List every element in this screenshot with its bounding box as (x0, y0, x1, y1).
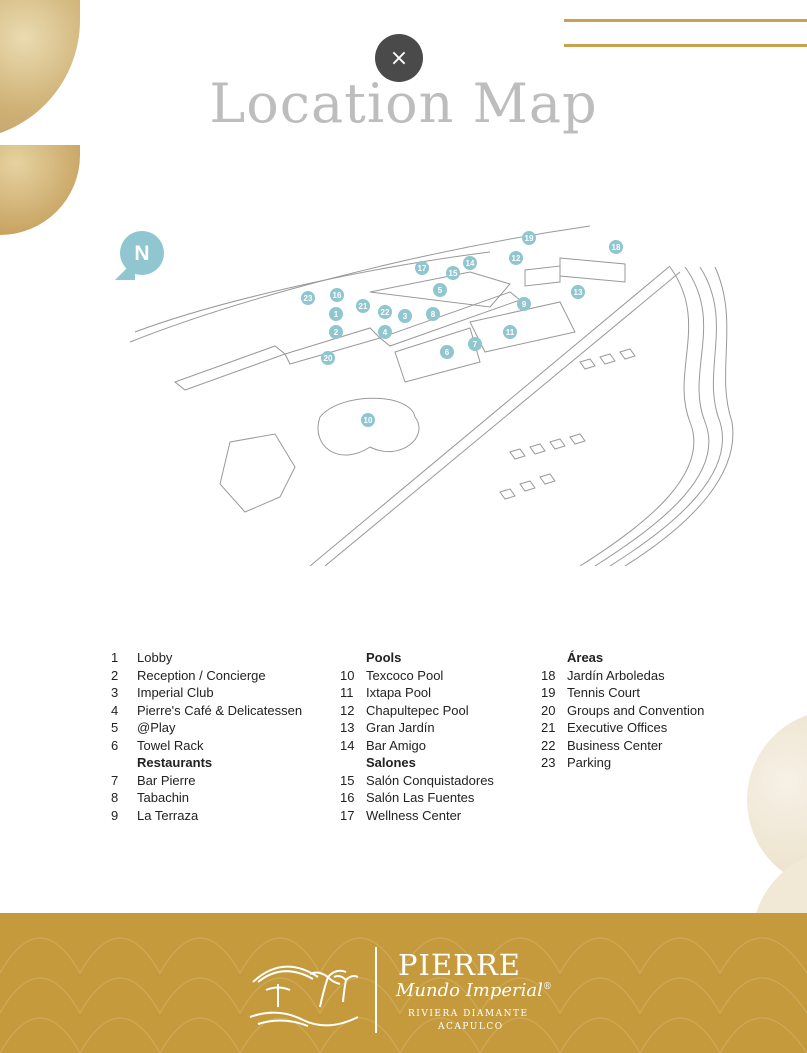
svg-text:8: 8 (430, 310, 436, 319)
palapa-palm-logo-icon (248, 952, 368, 1032)
legend-item: 21 Executive Offices (541, 720, 668, 735)
svg-text:14: 14 (465, 259, 475, 268)
legend-item: 2 Reception / Concierge (111, 667, 266, 683)
legend-item: 22 Business Center (541, 737, 663, 753)
map-marker (426, 307, 440, 321)
legend-item: 12 Chapultepec Pool (340, 702, 469, 718)
svg-text:3: 3 (402, 312, 408, 321)
legend-column-3 (541, 649, 704, 772)
map-marker (321, 351, 335, 365)
legend-column-2 (340, 649, 494, 824)
map-marker (415, 261, 429, 275)
brand-divider (375, 947, 377, 1033)
svg-text:19: 19 (524, 234, 534, 243)
close-icon: × (389, 45, 409, 71)
map-marker (361, 413, 375, 427)
legend-item: 18 Jardín Arboledas (541, 667, 665, 683)
page-title: Location Map (209, 72, 598, 135)
legend-item: 11 Ixtapa Pool (340, 685, 432, 700)
svg-text:17: 17 (417, 264, 427, 273)
map-marker (330, 288, 344, 302)
map-marker (329, 307, 343, 321)
compass-icon (115, 231, 164, 280)
svg-text:22: 22 (380, 308, 390, 317)
svg-text:20: 20 (323, 354, 333, 363)
legend-item: 17 Wellness Center (340, 807, 462, 823)
svg-text:15: 15 (448, 269, 458, 278)
legend-column-1 (111, 649, 302, 824)
legend-heading: Áreas (567, 650, 604, 665)
brand-city: ACAPULCO (438, 1022, 504, 1032)
svg-text:23: 23 (303, 294, 313, 303)
legend-heading: Salones (366, 755, 416, 770)
svg-text:9: 9 (521, 300, 527, 309)
map-marker (329, 325, 343, 339)
svg-text:18: 18 (611, 243, 621, 252)
legend-item: 16 Salón Las Fuentes (340, 790, 475, 805)
legend-item: 19 Tennis Court (541, 685, 640, 700)
map-marker (463, 256, 477, 270)
legend-item: 15 Salón Conquistadores (340, 772, 494, 788)
svg-text:4: 4 (382, 328, 388, 337)
svg-text:21: 21 (358, 302, 368, 311)
legend-item: 1 Lobby (111, 650, 173, 665)
map-marker (446, 266, 460, 280)
legend-item: 6 Towel Rack (111, 737, 204, 753)
brand-subtitle: Mundo Imperial® (396, 980, 552, 1001)
svg-text:10: 10 (363, 416, 373, 425)
map-marker (378, 305, 392, 319)
map-marker (503, 325, 517, 339)
map-marker (356, 299, 370, 313)
gold-decoration-left (0, 145, 80, 235)
legend-item: 20 Groups and Convention (541, 702, 705, 718)
legend-item: 14 Bar Amigo (340, 737, 426, 753)
svg-text:5: 5 (437, 286, 443, 295)
map-marker (468, 337, 482, 351)
svg-text:1: 1 (333, 310, 339, 319)
map-marker (517, 297, 531, 311)
legend-item: 23 Parking (541, 755, 612, 770)
legend-heading: Pools (366, 650, 402, 665)
map-marker (398, 309, 412, 323)
map-marker (522, 231, 536, 245)
svg-text:6: 6 (444, 348, 450, 357)
legend-heading: Restaurants (137, 755, 213, 770)
map-marker (440, 345, 454, 359)
legend-item: 8 Tabachin (111, 790, 190, 805)
svg-text:13: 13 (573, 288, 583, 297)
map-marker (378, 325, 392, 339)
resort-map (110, 222, 740, 566)
svg-text:7: 7 (472, 340, 478, 349)
legend-item: 13 Gran Jardín (340, 720, 435, 735)
map-marker (571, 285, 585, 299)
legend-item: 3 Imperial Club (111, 685, 214, 700)
svg-text:16: 16 (332, 291, 342, 300)
legend-item: 7 Bar Pierre (111, 772, 196, 788)
legend-item: 5 @Play (111, 720, 176, 735)
legend-item: 10 Texcoco Pool (340, 667, 444, 683)
svg-text:12: 12 (511, 254, 521, 263)
compass-label: N (134, 242, 150, 265)
brand-region: RIVIERA DIAMANTE (408, 1009, 529, 1019)
brand-name: PIERRE (398, 948, 521, 982)
legend-item: 9 La Terraza (111, 807, 199, 823)
map-marker (301, 291, 315, 305)
map-marker (609, 240, 623, 254)
svg-text:11: 11 (505, 328, 515, 337)
svg-text:2: 2 (333, 328, 339, 337)
map-marker (509, 251, 523, 265)
map-marker (433, 283, 447, 297)
gold-divider-line (564, 44, 807, 47)
gold-divider-line (564, 19, 807, 22)
legend-item: 4 Pierre's Café & Delicatessen (111, 702, 303, 718)
